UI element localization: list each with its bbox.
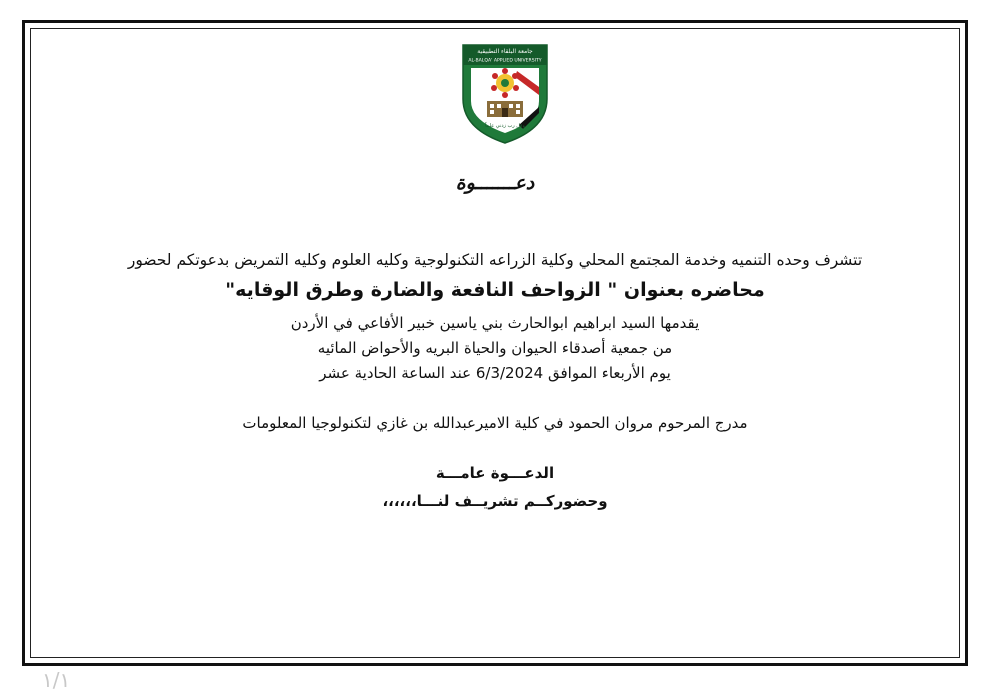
date-time-line: يوم الأربعاء الموافق 6/3/2024 عند الساعة الحادية عشر: [319, 364, 671, 382]
invitation-intro-text: تتشرف وحده التنميه وخدمة المجتمع المحلي وكلية الزراعه التكنولوجية وكليه العلوم وكليه التمريض بدعوتكم لحضور: [127, 251, 863, 269]
closing-line: وحضوركــم تشريــف لنـــا،،،،،،: [382, 492, 608, 510]
invitation-title: دعـــــــوة: [455, 172, 535, 194]
page-number: ١/١: [42, 668, 71, 692]
venue-line: مدرج المرحوم مروان الحمود في كلية الاميرعبدالله بن غازي لتكنولوجيا المعلومات: [242, 414, 748, 432]
logo-english-text: AL-BALQA' APPLIED UNIVERSITY: [468, 58, 542, 64]
logo-motto-text: وقل رب زدني علماً: [485, 123, 525, 129]
organization-line: من جمعية أصدقاء الحيوان والحياة البريه والأحواض المائيه: [317, 339, 673, 357]
university-logo-graphic: [457, 41, 553, 145]
university-logo: [457, 41, 553, 145]
open-invitation-note: الدعـــوة عامـــة: [435, 464, 555, 482]
presenter-line: يقدمها السيد ابراهيم ابوالحارث بني ياسين خبير الأفاعي في الأردن: [290, 314, 700, 332]
logo-arabic-text: جامعة البلقاء التطبيقية: [477, 48, 533, 55]
lecture-title: محاضره بعنوان " الزواحف النافعة والضارة وطرق الوقايه": [225, 279, 765, 301]
